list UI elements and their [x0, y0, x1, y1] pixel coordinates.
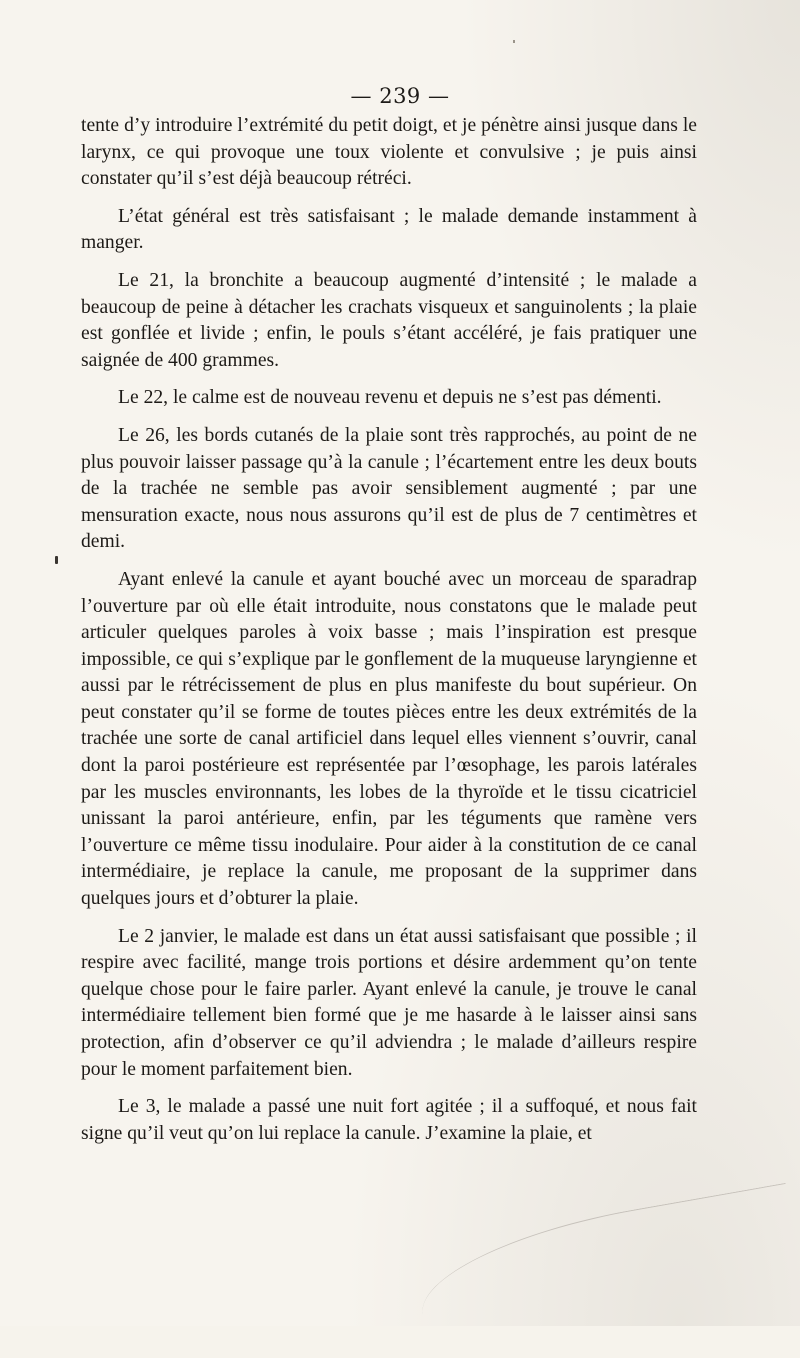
- body-text: [81, 113, 697, 1158]
- paragraph-day-26: Le 26, les bords cutanés de la plaie sont très rapprochés, au point de ne plus pouvoir laisser passage qu’à la canule ; l’écartement entre les deux bouts de la trachée ne semble pas avoir sensiblement augmenté ; par une mensuration exacte, nous nous assurons qu’il est de plus de 7 centimètres et demi.: [81, 424, 697, 553]
- paragraph-january-2: Le 2 janvier, le malade est dans un état aussi satisfaisant que possible ; il respire avec facilité, mange trois portions et désire ardemment qu’on tente quelque chose pour le faire parler. Ayant enlevé la canule, je trouve le canal intermédiaire tellement bien formé que je me hasarde à le laisser ainsi sans protection, afin d’observer ce qu’il adviendra ; le malade d’ailleurs respire pour le moment parfaitement bien.: [81, 925, 697, 1080]
- paragraph-continued: tente d’y introduire l’extrémité du petit doigt, et je pénètre ainsi jusque dans le larynx, ce qui provoque une toux violente et convulsive ; je puis ainsi constater qu’il s’est déjà beaucoup rétréci.: [81, 115, 697, 190]
- paragraph-day-22: Le 22, le calme est de nouveau revenu et depuis ne s’est pas démenti.: [118, 387, 662, 409]
- paragraph-day-21: Le 21, la bronchite a beaucoup augmenté d’intensité ; le malade a beaucoup de peine à détacher les crachats visqueux et sanguinolents ; la plaie est gonflée et livide ; enfin, le pouls s’étant accéléré, je fais pratiquer une saignée de 400 grammes.: [81, 269, 697, 371]
- paper-speck: [513, 40, 515, 43]
- paragraph-day-3: Le 3, le malade a passé une nuit fort agitée ; il a suffoqué, et nous fait signe qu’il veut qu’on lui replace la canule. J’examine la plaie, et: [81, 1096, 697, 1144]
- paragraph-general-state: L’état général est très satisfaisant ; le malade demande instamment à manger.: [81, 205, 697, 254]
- page-number: — 239 —: [350, 84, 450, 108]
- paragraph-canule-removed: Ayant enlevé la canule et ayant bouché avec un morceau de sparadrap l’ouverture par où elle était introduite, nous constatons que le malade peut articuler quelques paroles à voix basse ; mais l’inspiration est presque impossible, ce qui s’explique par le gonflement de la muqueuse laryngienne et aussi par le rétrécissement de plus en plus manifeste du bout supérieur. On peut constater qu’il se forme de toutes pièces entre les deux extrémités de la trachée une sorte de canal artificiel dans lequel elles viennent s’ouvrir, canal dont la paroi postérieure est représentée par l’œsophage, les parois latérales par les muscles environnants, les lobes de la thyroïde et le tissu cicatriciel unissant la paroi antérieure, enfin, par les téguments que ramène vers l’ouverture ce même tissu inodulaire. Pour aider à la constitution de ce canal intermédiaire, je replace la canule, me proposant de la supprimer dans quelques jours et d’obturer la plaie.: [81, 568, 697, 910]
- margin-ink-mark: [55, 556, 58, 564]
- paper-fold-shadow: [411, 1183, 800, 1358]
